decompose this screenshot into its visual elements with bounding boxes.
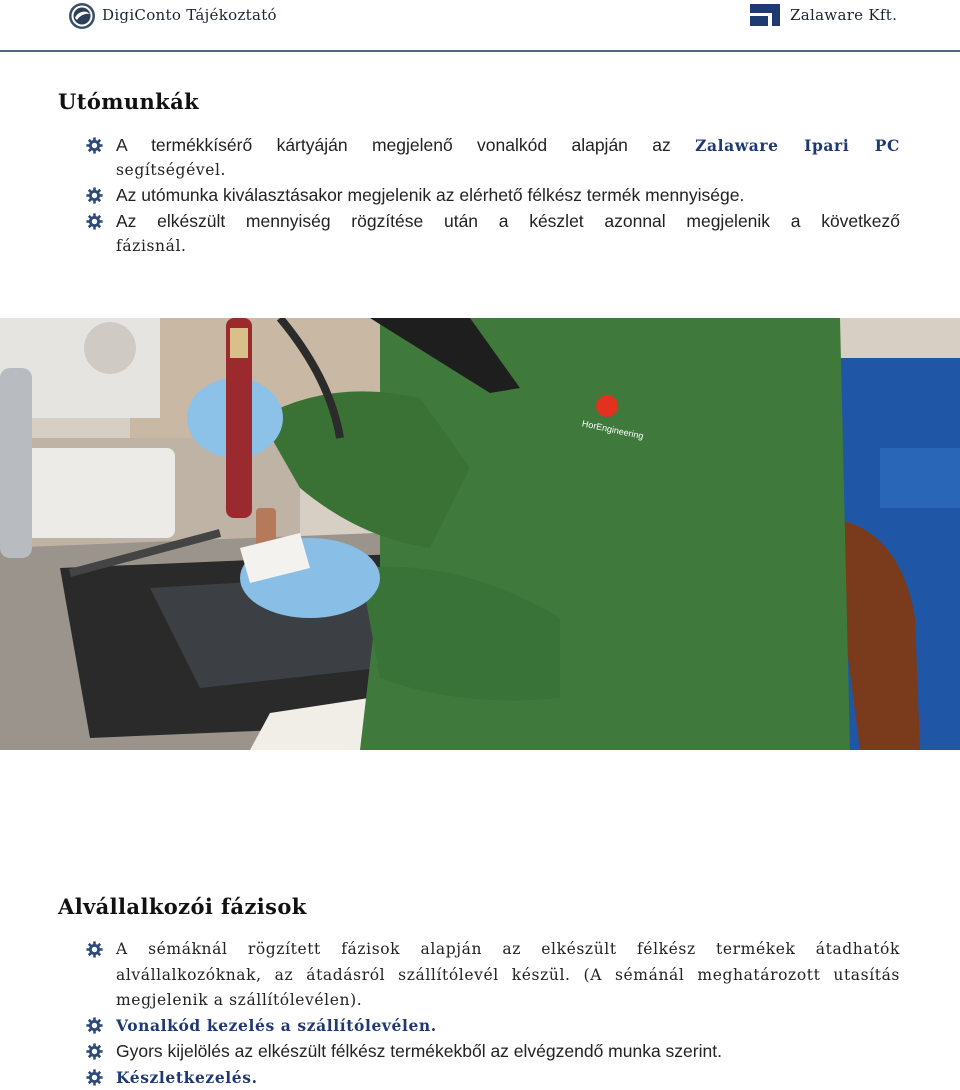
gear-bullet-icon (86, 1017, 103, 1034)
page-header (0, 0, 960, 50)
bullet-text: Készletkezelés. (116, 1068, 258, 1087)
globe-logo-icon (68, 2, 96, 30)
header-divider (0, 50, 960, 52)
list-item (86, 183, 900, 208)
gear-bullet-icon (86, 1043, 103, 1060)
gear-bullet-icon (86, 137, 103, 154)
zalaware-logo-icon (750, 4, 780, 26)
list-item (86, 209, 900, 259)
bullet-text: A sémáknál rögzített fázisok alapján az elkészült félkész termékek átadhatók alvállalkozóknak, az átadásról szállítólevél készül. (A sémánál meghatározott utasítás megjelenik a szállítólevélen). (116, 940, 900, 1009)
gear-bullet-icon (86, 187, 103, 204)
gear-bullet-icon (86, 213, 103, 230)
bullet-text: Az utómunka kiválasztásakor megjelenik az elérhető félkész termék mennyisége. (116, 185, 745, 205)
gear-bullet-icon (86, 941, 103, 958)
worker-grinding-photo (0, 318, 960, 750)
workshop-photo (0, 318, 960, 750)
gear-bullet-icon (86, 1069, 103, 1086)
list-item (86, 133, 900, 183)
list-item (86, 1039, 900, 1064)
list-item (86, 937, 900, 1014)
bullet-text: Gyors kijelölés az elkészült félkész termékekből az elvégzendő munka szerint. (116, 1041, 722, 1061)
header-left-title: DigiConto Tájékoztató (102, 6, 277, 24)
bullet-text-continuation: fázisnál. (116, 237, 187, 255)
section-title-utomunkak: Utómunkák (58, 89, 200, 114)
list-item (86, 1065, 900, 1090)
shirt-brand-text: HorEngineering (581, 418, 645, 442)
bullet-text: Vonalkód kezelés a szállítólevélen. (116, 1016, 437, 1035)
bullet-text: A termékkísérő kártyáján megjelenő vonalkód alapján az (116, 135, 696, 155)
bullet-text-continuation: segítségével. (116, 161, 227, 179)
list-item (86, 1013, 900, 1038)
header-right-title: Zalaware Kft. (790, 6, 898, 24)
section-title-alvallalkozoi-fazisok: Alvállalkozói fázisok (58, 894, 307, 919)
highlight-zalaware-ipari-pc: Zalaware Ipari PC (695, 136, 900, 155)
bullet-text: Az elkészült mennyiség rögzítése után a készlet azonnal megjelenik a következő (116, 211, 900, 231)
